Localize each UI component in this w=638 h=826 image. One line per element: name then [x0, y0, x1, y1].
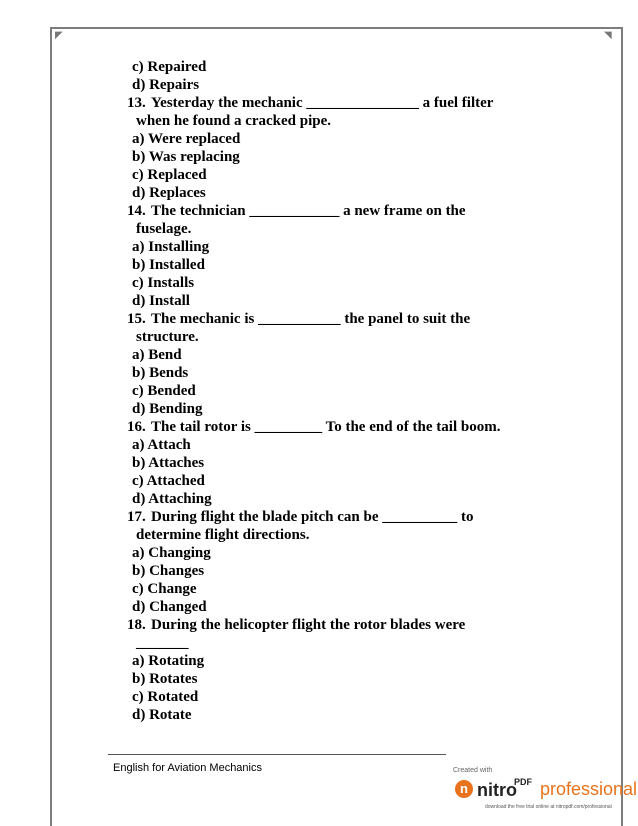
answer-option: d) Attaching — [132, 491, 212, 507]
answer-option: d) Install — [132, 293, 190, 309]
question-number: 17. — [127, 509, 146, 525]
answer-option: c) Installs — [132, 275, 195, 291]
question-text: During the helicopter flight the rotor blades were — [151, 617, 466, 633]
question-continuation: fuselage. — [136, 221, 192, 237]
nitro-logo-icon: n — [455, 780, 473, 798]
answer-option: a) Attach — [132, 437, 191, 453]
question-text: The mechanic is ___________ the panel to suit the — [151, 311, 471, 327]
answer-option: d) Changed — [132, 599, 207, 615]
page-frame-top — [50, 27, 623, 29]
answer-option: d) Repairs — [132, 77, 200, 93]
corner-mark-right-icon: ◥ — [604, 30, 612, 41]
question-number: 15. — [127, 311, 146, 327]
answer-option: a) Installing — [132, 239, 210, 255]
pdf-label: PDF — [514, 777, 532, 787]
corner-mark-left-icon: ◤ — [55, 30, 63, 41]
answer-option: d) Bending — [132, 401, 203, 417]
page-frame-left — [50, 27, 52, 826]
footer-divider — [108, 754, 446, 755]
answer-option: b) Bends — [132, 365, 189, 381]
answer-option: c) Change — [132, 581, 197, 597]
question-number: 16. — [127, 419, 146, 435]
answer-option: c) Rotated — [132, 689, 199, 705]
answer-option: a) Rotating — [132, 653, 205, 669]
question-line — [114, 508, 584, 526]
answer-option: c) Bended — [132, 383, 196, 399]
answer-option: a) Changing — [132, 545, 211, 561]
question-number: 14. — [127, 203, 146, 219]
page-frame-right — [621, 27, 623, 826]
answer-option: c) Replaced — [132, 167, 207, 183]
answer-option: a) Were replaced — [132, 131, 241, 147]
question-number: 18. — [127, 617, 146, 633]
question-continuation: structure. — [136, 329, 199, 345]
created-with-label: Created with — [453, 767, 493, 774]
question-line — [114, 310, 584, 328]
question-text: During flight the blade pitch can be __________ to — [151, 509, 474, 525]
answer-option: b) Installed — [132, 257, 205, 273]
answer-option: b) Rotates — [132, 671, 198, 687]
trial-link[interactable]: download the free trial online at nitropdf.com/professional — [485, 804, 612, 810]
question-text: The technician ____________ a new frame on the — [151, 203, 466, 219]
nitro-badge[interactable] — [452, 767, 638, 817]
answer-option: d) Rotate — [132, 707, 192, 723]
question-number: 13. — [127, 95, 146, 111]
answer-option: a) Bend — [132, 347, 182, 363]
answer-option: b) Changes — [132, 563, 205, 579]
question-line — [114, 616, 584, 634]
question-text: Yesterday the mechanic _______________ a fuel filter — [151, 95, 494, 111]
answer-option: c) Attached — [132, 473, 205, 489]
answer-option: c) Repaired — [132, 59, 207, 75]
nitro-brand: nitro — [477, 780, 517, 800]
question-line — [114, 418, 584, 436]
question-continuation: _______ — [136, 635, 189, 651]
question-line — [114, 94, 584, 112]
footer-title: English for Aviation Mechanics — [113, 762, 262, 774]
professional-label: professional — [540, 779, 638, 799]
question-line — [114, 202, 584, 220]
answer-option: b) Attaches — [132, 455, 205, 471]
answer-option: b) Was replacing — [132, 149, 240, 165]
answer-option: d) Replaces — [132, 185, 206, 201]
question-continuation: determine flight directions. — [136, 527, 310, 543]
question-continuation: when he found a cracked pipe. — [136, 113, 332, 129]
question-list — [114, 58, 584, 724]
question-text: The tail rotor is _________ To the end of the tail boom. — [151, 419, 501, 435]
